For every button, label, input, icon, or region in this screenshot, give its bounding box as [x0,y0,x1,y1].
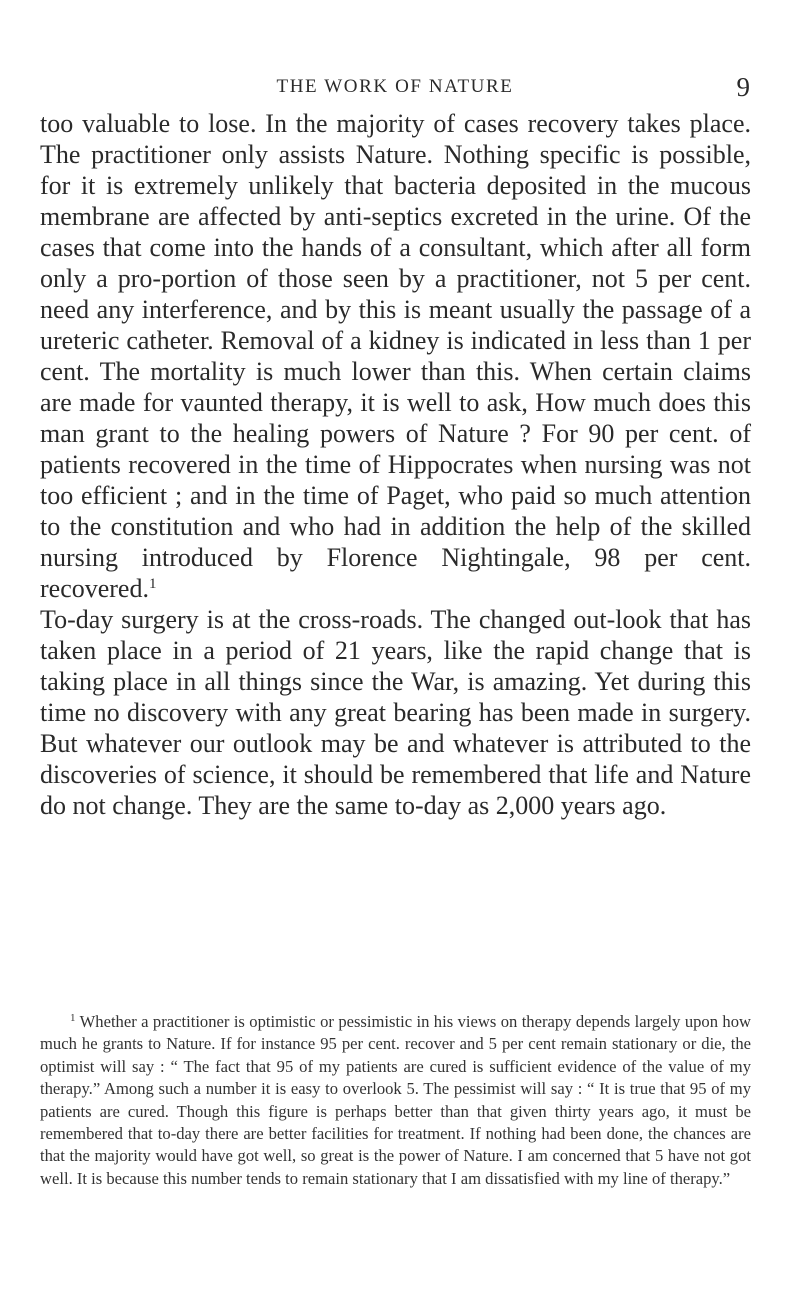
paragraph-1 [40,108,751,604]
paragraph-2: To-day surgery is at the cross-roads. The changed out-look that has taken place in a period of 21 years, like the rapid change that is taking place in all things since the War, is amazing. Yet during this time no discovery with any great bearing has been made in surgery. But whatever our outlook may be and whatever is attributed to the discoveries of science, it should be remembered that life and Nature do not change. They are the same to-day as 2,000 years ago. [40,605,751,820]
running-head [40,72,750,104]
running-title: THE WORK OF NATURE [276,76,514,97]
footnote-text: Whether a practitioner is optimistic or pessimistic in his views on therapy depends largely upon how much he grants to Nature. If for instance 95 per cent. recover and 5 per cent remain stationary or die, the optimist will say : “ The fact that 95 of my patients are cured is sufficient evidence of the value of my therapy.” Among such a number it is easy to overlook 5. The pessimist will say : “ It is true that 95 of my patients are cured. Though this figure is perhaps better than that given thirty years ago, it must be remembered that to-day there are better facilities for treatment. If nothing had been done, the chances are that the majority would have got well, so great is the power of Nature. I am concerned that 5 have not got well. It is because this number tends to remain stationary that I am dissatisfied with my line of therapy.” [40,1012,752,1188]
footnote-1 [40,1011,751,1190]
main-text [40,108,751,821]
page-number: 9 [736,72,750,102]
paragraph-1-text: too valuable to lose. In the majority of cases recovery takes place. The practitioner only assists Nature. Nothing specific is possible, for it is extremely unlikely that bacteria deposited in the mucous membrane are affected by anti-septics excreted in the urine. Of the cases that come into the hands of a consultant, which after all form only a pro-portion of those seen by a practitioner, not 5 per cent. need any interference, and by this is meant usually the passage of a ureteric catheter. Removal of a kidney is indicated in less than 1 per cent. The mortality is much lower than this. When certain claims are made for vaunted therapy, it is well to ask, How much does this man grant to the healing powers of Nature ? For 90 per cent. of patients recovered in the time of Hippocrates when nursing was not too efficient ; and in the time of Paget, who paid so much attention to the constitution and who had in addition the help of the skilled nursing introduced by Florence Nightingale, 98 per cent. recovered. [40,109,751,603]
footnote-marker: 1 [70,1012,76,1024]
footnote-reference: 1 [148,576,157,592]
footnotes [40,1011,751,1190]
